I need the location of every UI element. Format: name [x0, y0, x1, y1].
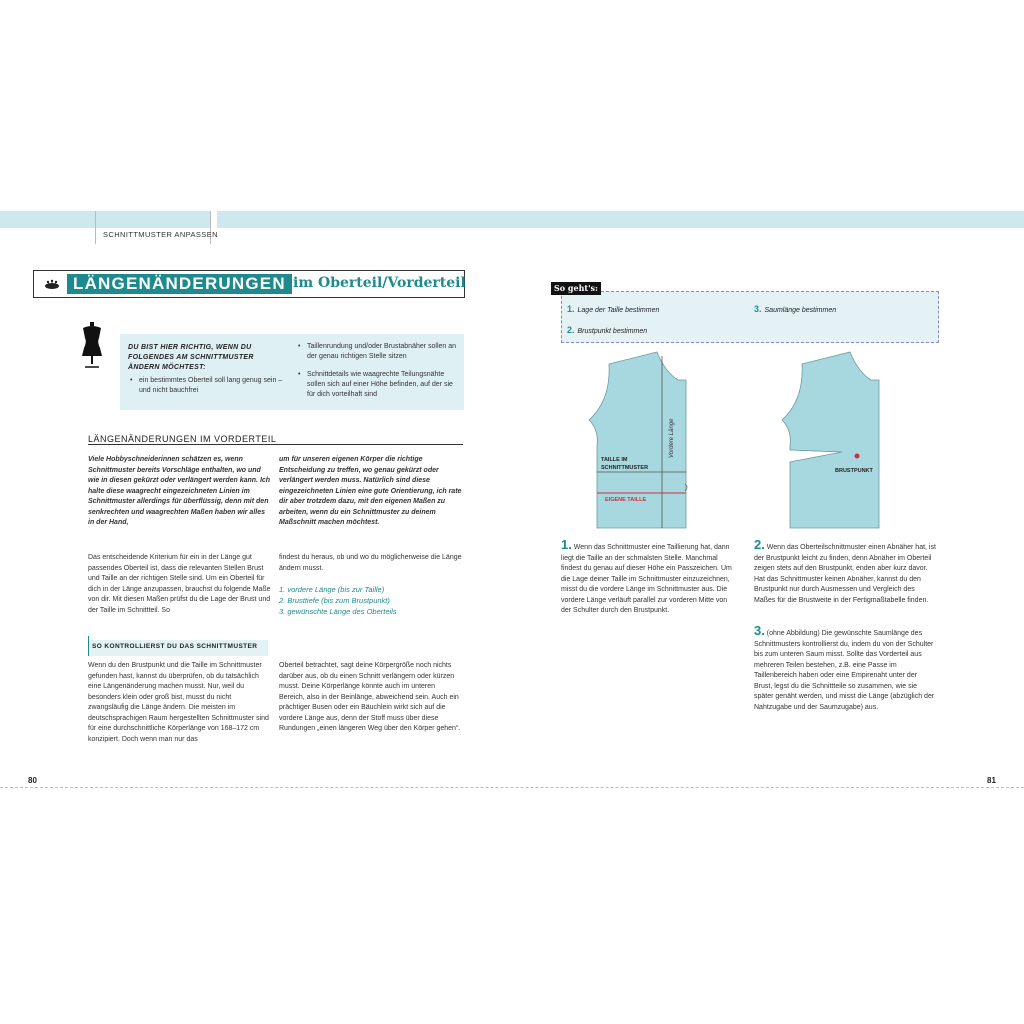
pattern-waist-label: TAILLE IM [601, 457, 628, 463]
page-title: LÄNGENÄNDERUNGEN [67, 274, 292, 294]
explanation-paragraph: 1. Wenn das Schnittmuster eine Taillierung hat, dann liegt die Taille an der schmalsten Stelle. Manchmal findest du genau auf dieser Höhe ein Passzeichen. Um die Lage deiner Taille im Schnittmuster einzuzeichnen, misst du die vordere Länge im Schnittmuster aus. Die vordere Länge verläuft parallel zur vorderen Mitte von der Schulter durch den Brustpunkt. [561, 537, 732, 614]
pattern-diagram-bust [778, 350, 888, 532]
paragraph-number: 3. [754, 623, 765, 638]
section-rule [88, 444, 463, 445]
own-waist-label: EIGENE TAILLE [605, 497, 647, 503]
measure-list-item: 1. vordere Länge (bis zur Taille) [279, 585, 385, 594]
pattern-diagram-waist [585, 350, 695, 532]
sub-heading-rule [88, 636, 89, 656]
header-divider [210, 211, 211, 244]
dress-form-icon [78, 322, 106, 368]
page-number-right: 81 [987, 776, 996, 785]
bust-point-marker [855, 454, 860, 459]
running-title: SCHNITTMUSTER ANPASSEN [103, 230, 218, 239]
info-heading: DU BIST HIER RICHTIG, WENN DU FOLGENDES AM SCHNITTMUSTER ÄNDERN MÖCHTEST: [128, 344, 254, 371]
front-length-label: Vordere Länge [669, 418, 675, 458]
intro-paragraph: um für unseren eigenen Körper die richtige Entscheidung zu treffen, wo genau gekürzt oder verlängert werden muss. Natürlich sind diese eingezeichneten Linien eine gute Orientierung, ich rate dir aber trotzdem dazu, mit den eigenen Maßen zu arbeiten, wenn du ein Schnittmuster zu deinem Maßschnitt machen möchtest. [279, 456, 462, 526]
header-band-left [0, 211, 210, 228]
control-paragraph: Wenn du den Brustpunkt und die Taille im Schnittmuster gefunden hast, kannst du überprüfen, ob du tatsächlich eine Längenänderung machen musst. Nur, weil du besonders klein oder groß bist, musst du nicht zwangsläufig die Länge ändern. Die meisten im deutschsprachigen Raum hergestellten Schnittmuster sind für eine durchschnittliche Körperlänge von 168–172 cm konzipiert. Doch wenn man nur das [88, 662, 269, 743]
header-band-right [217, 211, 1024, 228]
pattern-waist-label: SCHNITTMUSTER [601, 465, 649, 471]
body-paragraph: findest du heraus, ob und wo du möglicherweise die Länge ändern musst. [279, 554, 462, 572]
sub-heading-box [88, 640, 268, 656]
bodice-pattern-shape [782, 352, 879, 528]
measure-list-item: 3. gewünschte Länge des Oberteils [279, 607, 397, 616]
control-paragraph: Oberteil betrachtet, sagt deine Körpergröße noch nichts darüber aus, ob du einen Schnitt verlängern oder kürzen musst. Deine Körperlänge könnte auch im unteren Bereich, also in der Beinlänge, abweichend sein. Auch ein prächtiger Busen oder ein Bäuchlein wirkt sich auf die vordere Länge aus, denn der Stoff muss über diese Rundungen „einen längeren Weg über den Körper gehen“. [279, 662, 461, 732]
explanation-paragraph: 2. Wenn das Oberteilschnittmuster einen Abnäher hat, ist der Brustpunkt leicht zu finden, denn Abnäher im Oberteil zeigen stets auf den Brustpunkt, enden aber kurz davor. Hat das Schnittmuster keinen Abnäher, kannst du den Brustpunkt nur durch Ausmessen und Vergleich des Maßes für die Brustweite in der Fertigmaßtabelle finden. [754, 537, 936, 604]
intro-paragraph: Viele Hobbyschneiderinnen schätzen es, wenn Schnittmuster bereits Vorschläge enthalten, wo und wie in diesen gekürzt oder verlängert werden kann. Ich halte diese waagrecht eingezeichneten Linien im Schnittmuster allerdings für überflüssig, denn mit den senkrechten und waagrechten Maßen haben wir alles in der Hand, [88, 456, 271, 526]
sub-heading: SO KONTROLLIERST DU DAS SCHNITTMUSTER [92, 643, 258, 650]
info-item: • Taillenrundung und/oder Brustabnäher sollen an der genau richtigen Stelle sitzen [307, 342, 459, 362]
step-item: 1. Lage der Taille bestimmen [567, 304, 660, 314]
info-item: • ein bestimmtes Oberteil soll lang genug sein – und nicht bauchfrei [139, 376, 287, 396]
step-item: 2. Brustpunkt bestimmen [567, 325, 648, 335]
body-paragraph: Das entscheidende Kriterium für ein in der Länge gut passendes Oberteil ist, dass die relevanten Stellen Brust und Taille an der richtigen Stelle sind. Um ein Oberteil für dich in der Länge anzupassen, brauchst du folgende Maße von dir. Mit diesen Maßen prüfst du die Lage der Brust und der Taille im Schnittteil. So [88, 554, 271, 614]
how-to-badge: So geht's: [551, 282, 601, 295]
steps-box [561, 291, 939, 343]
paragraph-number: 2. [754, 537, 765, 552]
footer-line [0, 787, 1024, 788]
section-heading: LÄNGENÄNDERUNGEN IM VORDERTEIL [88, 434, 277, 444]
pincushion-icon [44, 279, 60, 289]
header-divider [95, 211, 96, 244]
info-item: • Schnittdetails wie waagrechte Teilungsnähte sollen sich auf einer Höhe befinden, auf der sie für dich vorteilhaft sind [307, 370, 459, 400]
step-item: 3. Saumlänge bestimmen [754, 304, 837, 314]
measure-list-item: 2. Brusttiefe (bis zum Brustpunkt) [279, 596, 390, 605]
page-subtitle: im Oberteil/Vorderteil [293, 275, 466, 291]
bust-point-label: BRUSTPUNKT [835, 468, 873, 474]
explanation-paragraph: 3. (ohne Abbildung) Die gewünschte Saumlänge des Schnittmusters kontrollierst du, indem du von der Schulter bis zum unteren Saum misst. Sollte das Vorderteil aus mehreren Teilen bestehen, z.B. eine Passe im Taillenbereich haben oder eine Empirenaht unter der Brust, legst du die Schnittteile so zusammen, wie sie später genäht werden, und misst die Länge (abzüglich der Nahtzugabe und der Saumzugabe) aus. [754, 623, 935, 711]
page-number-left: 80 [28, 776, 37, 785]
paragraph-number: 1. [561, 537, 572, 552]
